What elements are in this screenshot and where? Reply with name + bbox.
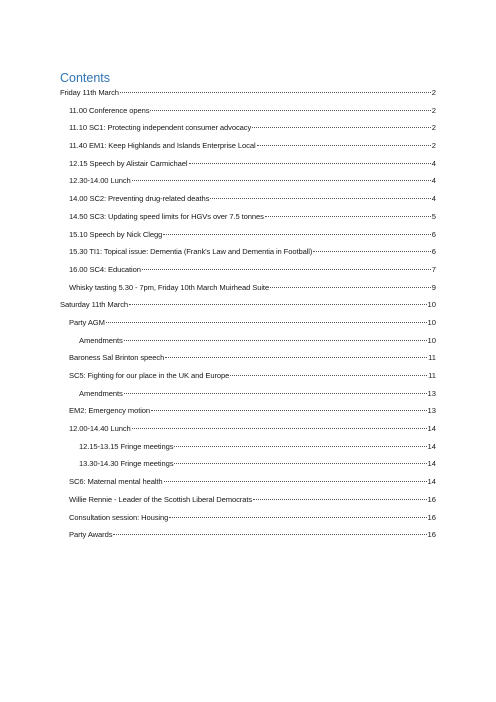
toc-entry[interactable] — [60, 230, 436, 248]
toc-dot-leader — [257, 145, 431, 146]
toc-entry[interactable] — [60, 212, 436, 230]
toc-dot-leader — [132, 180, 431, 181]
toc-page-number: 13 — [427, 406, 436, 416]
toc-dot-leader — [265, 216, 431, 217]
toc-entry-label: 12.15 Speech by Alistair Carmichael — [69, 158, 188, 168]
toc-entry-label: Friday 11th March — [60, 88, 119, 97]
toc-page-number: 14 — [427, 441, 436, 451]
toc-page-number: 2 — [431, 105, 436, 115]
toc-heading: Contents — [60, 71, 111, 85]
toc-entry[interactable] — [60, 371, 436, 389]
toc-page-number: 2 — [431, 123, 436, 133]
toc-entry[interactable] — [60, 424, 436, 442]
toc-dot-leader — [313, 251, 430, 252]
toc-entry-label: 12.30-14.00 Lunch — [69, 176, 131, 186]
toc-dot-leader — [165, 357, 427, 358]
toc-page-number: 16 — [427, 530, 436, 540]
toc-dot-leader — [252, 127, 431, 128]
toc-dot-leader — [120, 92, 431, 93]
toc-entry-label: Party AGM — [69, 317, 105, 327]
toc-page-number: 4 — [431, 176, 436, 186]
toc-entry[interactable] — [60, 513, 436, 531]
toc-dot-leader — [113, 534, 426, 535]
toc-entry[interactable] — [60, 123, 436, 141]
toc-dot-leader — [151, 410, 427, 411]
toc-entry-label: 14.50 SC3: Updating speed limits for HGVs over 7.5 tonnes — [69, 211, 264, 221]
toc-page-number: 11 — [428, 371, 436, 380]
toc-dot-leader — [210, 198, 430, 199]
toc-page-number: 9 — [431, 282, 436, 292]
toc-entry-label: Amendments — [79, 388, 123, 398]
toc-entry[interactable] — [60, 495, 436, 513]
toc-entry-label: 15.30 TI1: Topical issue: Dementia (Frank's Law and Dementia in Football) — [69, 247, 313, 257]
toc-page-number: 6 — [431, 229, 436, 239]
toc-dot-leader — [142, 269, 431, 270]
toc-dot-leader — [129, 304, 427, 305]
toc-entry[interactable] — [60, 318, 436, 336]
toc-dot-leader — [189, 163, 431, 164]
toc-entry[interactable] — [60, 247, 436, 265]
toc-entry-label: Baroness Sal Brinton speech — [69, 353, 165, 363]
toc-entry[interactable] — [60, 265, 436, 283]
toc-entry-label: 11.40 EM1: Keep Highlands and Islands Enterprise Local — [69, 141, 256, 151]
toc-page-number: 6 — [431, 247, 436, 257]
toc-entry[interactable] — [60, 530, 436, 548]
toc-entry[interactable] — [60, 88, 436, 106]
toc-entry[interactable] — [60, 406, 436, 424]
toc-dot-leader — [132, 428, 427, 429]
toc-dot-leader — [163, 234, 431, 235]
toc-entry[interactable] — [60, 300, 436, 318]
toc-dot-leader — [174, 446, 426, 447]
toc-page-number: 10 — [427, 300, 436, 310]
toc-dot-leader — [174, 463, 426, 464]
toc-page-number: 4 — [431, 194, 436, 204]
toc-entry[interactable] — [60, 176, 436, 194]
toc-entry[interactable] — [60, 141, 436, 159]
toc-entry-label: 11.00 Conference opens — [69, 105, 150, 115]
toc-page-number: 2 — [431, 141, 436, 151]
toc-entry-label: Saturday 11th March — [60, 300, 129, 310]
toc-dot-leader — [124, 340, 427, 341]
toc-entry[interactable] — [60, 159, 436, 177]
toc-dot-leader — [230, 375, 427, 376]
toc-page-number: 4 — [431, 158, 436, 168]
toc-page-number: 14 — [427, 424, 436, 434]
toc-entry-label: 11.10 SC1: Protecting independent consumer advocacy — [69, 123, 252, 133]
toc-page-number: 13 — [427, 388, 436, 398]
toc-dot-leader — [169, 517, 426, 518]
toc-entry[interactable] — [60, 459, 436, 477]
toc-dot-leader — [150, 110, 430, 111]
toc-entry[interactable] — [60, 106, 436, 124]
toc-entry-label: SC6: Maternal mental health — [69, 477, 163, 487]
toc-entry[interactable] — [60, 283, 436, 301]
toc-dot-leader — [164, 481, 427, 482]
toc-entry-label: 14.00 SC2: Preventing drug-related deaths — [69, 194, 210, 204]
toc-entry[interactable] — [60, 389, 436, 407]
toc-dot-leader — [106, 322, 427, 323]
toc-entry-label: Party Awards — [69, 530, 113, 540]
document-page — [60, 70, 436, 548]
toc-page-number: 10 — [427, 317, 436, 327]
toc-page-number: 14 — [427, 459, 436, 469]
toc-page-number: 16 — [427, 512, 436, 522]
toc-entry-label: 12.15-13.15 Fringe meetings — [79, 441, 174, 451]
toc-entry-label: 15.10 Speech by Nick Clegg — [69, 229, 163, 239]
toc-page-number: 5 — [431, 211, 436, 221]
toc-entry[interactable] — [60, 442, 436, 460]
toc-entry[interactable] — [60, 194, 436, 212]
toc-entry[interactable] — [60, 477, 436, 495]
toc-entry-label: Consultation session: Housing — [69, 512, 169, 522]
toc-entry-label: Amendments — [79, 335, 123, 345]
toc-entry-label: EM2: Emergency motion — [69, 406, 151, 416]
toc-page-number: 14 — [427, 477, 436, 487]
toc-page-number: 2 — [431, 88, 436, 97]
toc-dot-leader — [253, 499, 426, 500]
toc-entry-label: Whisky tasting 5.30 - 7pm, Friday 10th March Muirhead Suite — [69, 282, 270, 292]
toc-page-number: 11 — [428, 353, 436, 363]
toc-dot-leader — [270, 287, 431, 288]
toc-entry[interactable] — [60, 353, 436, 371]
toc-page-number: 16 — [427, 494, 436, 504]
toc-list — [60, 88, 436, 548]
toc-page-number: 10 — [427, 335, 436, 345]
toc-entry-label: SC5: Fighting for our place in the UK and Europe — [69, 371, 230, 380]
toc-entry-label: 13.30-14.30 Fringe meetings — [79, 459, 174, 469]
toc-entry-label: 16.00 SC4: Education — [69, 264, 141, 274]
toc-entry-label: 12.00-14.40 Lunch — [69, 424, 131, 434]
toc-page-number: 7 — [431, 264, 436, 274]
toc-entry-label: Willie Rennie - Leader of the Scottish Liberal Democrats — [69, 494, 253, 504]
toc-entry[interactable] — [60, 336, 436, 354]
toc-dot-leader — [124, 393, 427, 394]
